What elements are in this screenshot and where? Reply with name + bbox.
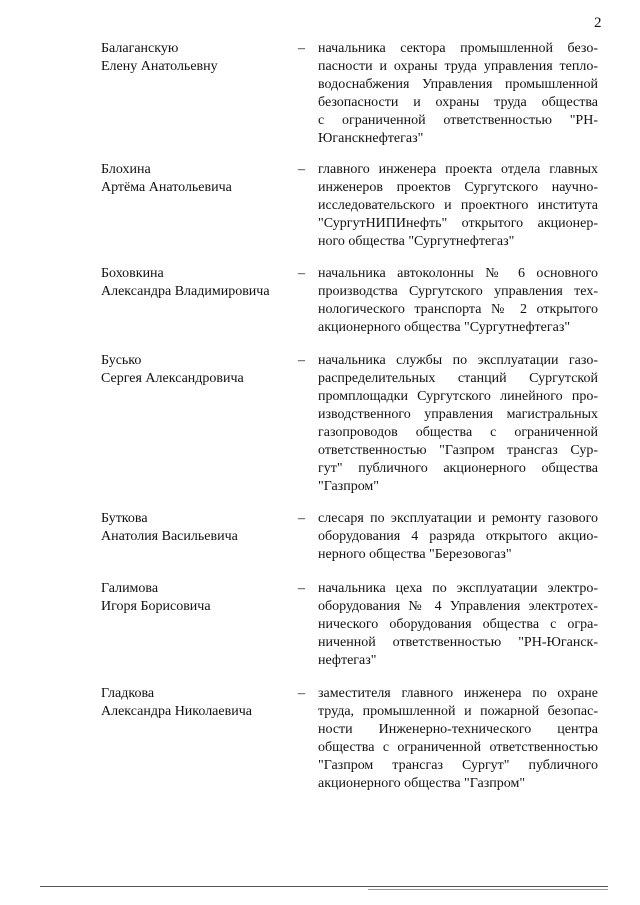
entry-dash: – bbox=[298, 266, 305, 281]
description-line: "СургутНИПИнефть" открытого акционер- bbox=[318, 216, 598, 231]
description-line: ности Инженерно-технического центра bbox=[318, 722, 598, 737]
entry-name bbox=[101, 510, 281, 546]
footer-rule bbox=[40, 886, 608, 887]
entry-description bbox=[318, 510, 598, 564]
description-line: производства Сургутского управления тех- bbox=[318, 284, 598, 299]
description-line: гут" публичного акционерного общества bbox=[318, 461, 598, 476]
given-names: Игоря Борисовича bbox=[101, 599, 211, 614]
entry-name bbox=[101, 265, 281, 301]
given-names: Сергея Александровича bbox=[101, 371, 244, 386]
description-line: промплощадки Сургутского линейного про- bbox=[318, 389, 598, 404]
given-names: Александра Владимировича bbox=[101, 284, 270, 299]
entry-description bbox=[318, 352, 598, 496]
given-names: Александра Николаевича bbox=[101, 704, 252, 719]
entry-name bbox=[101, 580, 281, 616]
description-line: безопасности и охраны труда общества bbox=[318, 95, 598, 110]
description-line: главного инженера проекта отдела главных bbox=[318, 162, 598, 177]
entry-name bbox=[101, 685, 281, 721]
description-line: "Газпром" bbox=[318, 479, 380, 494]
surname: Блохина bbox=[101, 162, 151, 177]
description-line: нефтегаз" bbox=[318, 653, 377, 668]
description-line: инженеров проектов Сургутского научно- bbox=[318, 180, 598, 195]
description-line: пасности и охраны труда управления тепло- bbox=[318, 59, 598, 74]
description-line: с ограниченной ответственностью "РН- bbox=[318, 113, 598, 128]
description-line: общества с ограниченной ответственностью bbox=[318, 740, 598, 755]
page-number: 2 bbox=[594, 15, 602, 31]
given-names: Артёма Анатольевича bbox=[101, 180, 232, 195]
entry-name bbox=[101, 40, 281, 76]
description-line: акционерного общества "Газпром" bbox=[318, 776, 526, 791]
description-line: труда, промышленной и пожарной безопас- bbox=[318, 704, 598, 719]
entry-name bbox=[101, 161, 281, 197]
entry-dash: – bbox=[298, 511, 305, 526]
entry-description bbox=[318, 40, 598, 148]
entry-description bbox=[318, 685, 598, 793]
entry-description bbox=[318, 580, 598, 670]
description-line: водоснабжения Управления промышленной bbox=[318, 77, 598, 92]
description-line: начальника службы по эксплуатации газо- bbox=[318, 353, 598, 368]
description-line: оборудования 4 разряда открытого акцио- bbox=[318, 529, 598, 544]
entry-description bbox=[318, 265, 598, 337]
entry-dash: – bbox=[298, 581, 305, 596]
description-line: заместителя главного инженера по охране bbox=[318, 686, 598, 701]
description-line: начальника цеха по эксплуатации электро- bbox=[318, 581, 598, 596]
description-line: нерного общества "Березовогаз" bbox=[318, 547, 512, 562]
surname: Балаганскую bbox=[101, 41, 179, 56]
description-line: исследовательского и проектного института bbox=[318, 198, 598, 213]
description-line: оборудования № 4 Управления электротех- bbox=[318, 599, 598, 614]
description-line: нического оборудования общества с огра- bbox=[318, 617, 598, 632]
given-names: Анатолия Васильевича bbox=[101, 529, 238, 544]
entry-dash: – bbox=[298, 41, 305, 56]
surname: Гладкова bbox=[101, 686, 155, 701]
description-line: слесаря по эксплуатации и ремонту газового bbox=[318, 511, 598, 526]
description-line: нологического транспорта № 2 открытого bbox=[318, 302, 598, 317]
description-line: изводственного управления магистральных bbox=[318, 407, 598, 422]
entry-dash: – bbox=[298, 353, 305, 368]
description-line: акционерного общества "Сургутнефтегаз" bbox=[318, 320, 571, 335]
footer-rule-secondary bbox=[368, 889, 608, 890]
description-line: газопроводов общества с ограниченной bbox=[318, 425, 598, 440]
surname: Галимова bbox=[101, 581, 159, 596]
surname: Буткова bbox=[101, 511, 148, 526]
entry-description bbox=[318, 161, 598, 251]
entry-name bbox=[101, 352, 281, 388]
description-line: Юганскнефтегаз" bbox=[318, 131, 424, 146]
description-line: ответственностью "Газпром трансгаз Сур- bbox=[318, 443, 598, 458]
entry-dash: – bbox=[298, 686, 305, 701]
given-names: Елену Анатольевну bbox=[101, 59, 218, 74]
description-line: ниченной ответственностью "РН-Юганск- bbox=[318, 635, 598, 650]
entry-dash: – bbox=[298, 162, 305, 177]
surname: Бусько bbox=[101, 353, 142, 368]
description-line: начальника автоколонны № 6 основного bbox=[318, 266, 598, 281]
description-line: распределительных станций Сургутской bbox=[318, 371, 598, 386]
description-line: "Газпром трансгаз Сургут" публичного bbox=[318, 758, 598, 773]
description-line: начальника сектора промышленной безо- bbox=[318, 41, 598, 56]
surname: Боховкина bbox=[101, 266, 164, 281]
description-line: ного общества "Сургутнефтегаз" bbox=[318, 234, 515, 249]
